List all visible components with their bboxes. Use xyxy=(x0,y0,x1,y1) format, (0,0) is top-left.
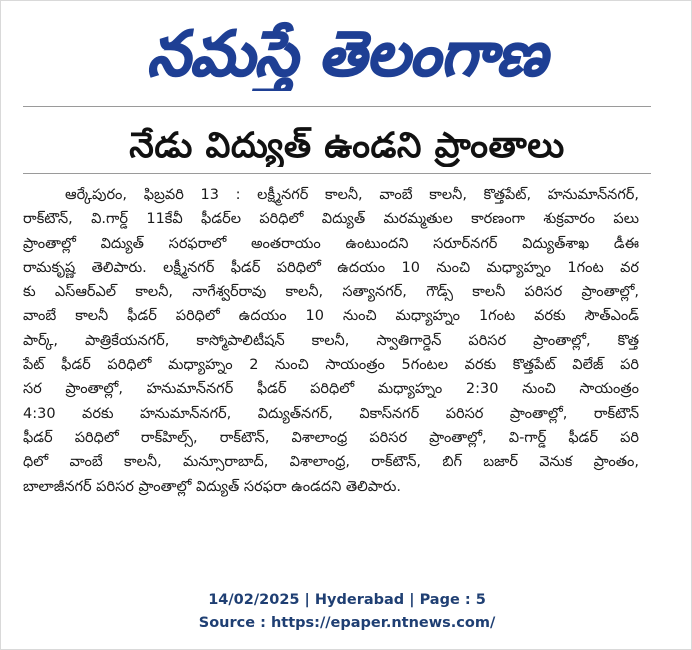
publication-info: 14/02/2025 | Hyderabad | Page : 5 xyxy=(208,592,486,608)
source-link[interactable]: Source : https://epaper.ntnews.com/ xyxy=(198,615,496,631)
article-line: వాంబే కాలనీ ఫీడర్ పరిధిలో ఉదయం 10 నుంచి మధ్యాహ్నం 1గంట వరకు సౌత్‌ఎండ్ xyxy=(23,308,639,325)
article-line: పార్క్, పాత్రికేయనగర్, కాస్మోపాలిటీషన్ కాలనీ, స్వాతిగార్డెన్ పరిసర ప్రాంతాల్లో, కొత్త xyxy=(23,332,639,349)
article-line: రాక్‌టౌన్, వి.గార్డ్ 11కేవీ ఫీడర్‌ల పరిధిలో విద్యుత్ మరమ్మతుల కారణంగా శుక్రవారం పలు xyxy=(23,211,639,228)
masthead-title: నమస్తే తెలంగాణ xyxy=(147,17,553,90)
article-line: 4:30 వరకు హనుమాన్‌నగర్, విద్యుత్‌నగర్, వికాస్‌నగర్ పరిసర ప్రాంతాల్లో, రాక్‌టౌన్ xyxy=(23,405,639,422)
article-line: రామకృష్ణ తెలిపారు. లక్ష్మీనగర్ ఫీడర్ పరిధిలో ఉదయం 10 నుంచి మధ్యాహ్నం 1గంట వర xyxy=(23,259,639,276)
headline-divider xyxy=(23,173,651,174)
article-line: ఆర్కేపురం, ఫిబ్రవరి 13 : లక్ష్మీనగర్ కాలనీ, వాంబే కాలనీ, కొత్తపేట్, హనుమాన్‌నగర్, xyxy=(65,187,639,203)
article-line: పేట్ ఫీడర్ పరిధిలో మధ్యాహ్నం 2 నుంచి సాయంత్రం 5గంటల వరకు కొత్తపేట్ విలేజ్ పరి xyxy=(23,357,639,374)
article-headline: నేడు విద్యుత్ ఉండని ప్రాంతాలు xyxy=(129,126,565,166)
newspaper-masthead xyxy=(141,9,553,91)
masthead-logo xyxy=(141,9,553,91)
article-line: ధిలో వాంబే కాలనీ, మన్సూరాబాద్, విశాలాంధ్ర, రాక్‌టౌన్, బిగ్ బజార్ వెనుక ప్రాంతం, xyxy=(23,454,639,471)
article-line: బాలాజీనగర్ పరిసర ప్రాంతాల్లో విద్యుత్ సరఫరా ఉండదని తెలిపారు. xyxy=(23,478,401,495)
article-line: సర ప్రాంతాల్లో, హనుమాన్‌నగర్ ఫీడర్ పరిధిలో మధ్యాహ్నం 2:30 నుంచి సాయంత్రం xyxy=(23,381,639,398)
article-line: కు ఎస్ఆర్ఎల్ కాలనీ, నాగేశ్వర్‌రావు కాలనీ, సత్యానగర్, గౌడ్స్ కాలనీ పరిసర ప్రాంతాల్లో, xyxy=(23,284,639,301)
article-line: ప్రాంతాల్లో విద్యుత్ సరఫరాలో అంతరాయం ఉంటుందని సరూర్‌నగర్ విద్యుత్‌శాఖ డీఈ xyxy=(23,235,639,252)
article-body xyxy=(23,183,639,499)
article-line: ఫీడర్ పరిధిలో రాక్‌హిల్స్, రాక్‌టౌన్, విశాలాంధ్ర పరిసర ప్రాంతాల్లో, వి-గార్డ్ ఫీడర్ పరి xyxy=(23,429,639,446)
masthead-divider xyxy=(23,106,651,107)
